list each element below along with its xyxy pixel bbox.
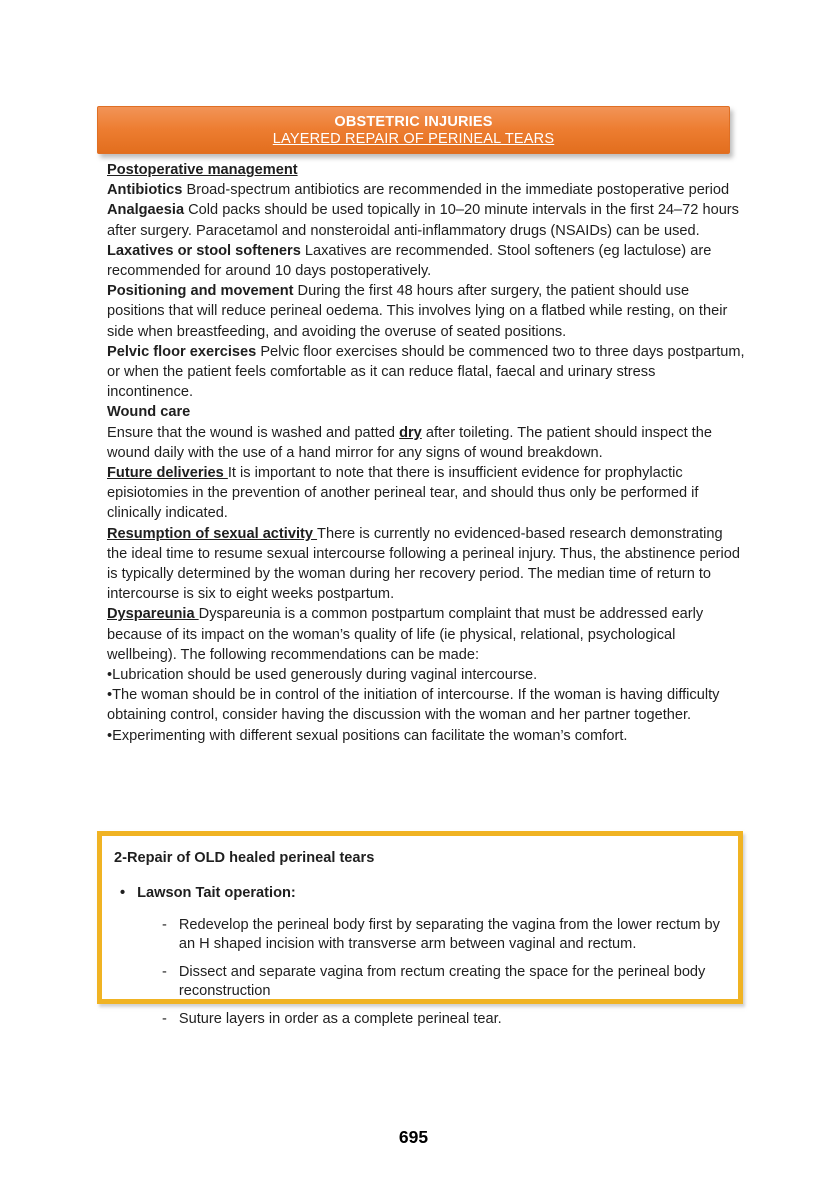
bullet-experimenting-positions: •Experimenting with different sexual positions can facilitate the woman’s comfort. — [107, 727, 628, 744]
header-banner — [97, 106, 730, 154]
paragraph-dyspareunia: Dyspareunia Dyspareunia is a common postpartum complaint that must be addressed early because of its impact on the woman’s quality of life (ie physical, relational, psychological wellbeing). The following recommendations can be made: — [107, 606, 704, 663]
banner-title: OBSTETRIC INJURIES — [334, 113, 493, 130]
dash-icon: - — [162, 964, 167, 980]
box-title: 2-Repair of OLD healed perineal tears — [114, 850, 375, 866]
box-step-2 — [162, 963, 726, 1001]
paragraph-pelvic-floor: Pelvic floor exercises Pelvic floor exercises should be commenced two to three days postpartum, or when the patient feels comfortable as it can reduce flatal, faecal and urinary stress incontinence. — [107, 343, 745, 401]
step-text: Suture layers in order as a complete perineal tear. — [178, 1011, 502, 1027]
section-heading-postoperative-management: Postoperative management — [107, 162, 298, 178]
dash-icon: - — [162, 1011, 167, 1027]
paragraph-positioning: Positioning and movement During the first 48 hours after surgery, the patient should use positions that will reduce perineal oedema. This involves lying on a flatbed while resting, on their side when breastfeeding, and avoiding the overuse of seated positions. — [107, 283, 728, 340]
body-text — [107, 160, 745, 746]
paragraph-future-deliveries: Future deliveries It is important to note that there is insufficient evidence for prophylactic episiotomies in the prevention of another perineal tear, and should thus only be performed if clinically indicated. — [107, 465, 699, 522]
bullet-control-of-initiation: •The woman should be in control of the initiation of intercourse. If the woman is having difficulty obtaining control, consider having the discussion with the woman and her partner together. — [107, 687, 720, 724]
repair-old-tears-box — [97, 831, 743, 1027]
step-text: Redevelop the perineal body first by separating the vagina from the lower rectum by an H shaped incision with transverse arm between vaginal and rectum. — [178, 917, 720, 952]
box-bullet-lawson-tait — [120, 884, 726, 903]
box-step-3 — [162, 1010, 726, 1029]
banner-subtitle: LAYERED REPAIR OF PERINEAL TEARS — [272, 130, 555, 147]
operation-label: Lawson Tait operation: — [137, 885, 296, 901]
paragraph-analgaesia: Analgaesia Cold packs should be used topically in 10–20 minute intervals in the first 24–72 hours after surgery. Paracetamol and nonsteroidal anti-inflammatory drugs (NSAIDs) can be used. — [107, 202, 739, 239]
bullet-lubrication: •Lubrication should be used generously during vaginal intercourse. — [107, 667, 538, 684]
step-text: Dissect and separate vagina from rectum creating the space for the perineal body reconstruction — [178, 964, 706, 999]
box-step-1 — [162, 916, 726, 954]
bullet-icon: • — [120, 885, 126, 901]
paragraph-laxatives: Laxatives or stool softeners Laxatives are recommended. Stool softeners (eg lactulose) are recommended for around 10 days postoperatively. — [107, 242, 712, 280]
paragraph-resumption-sexual-activity: Resumption of sexual activity There is currently no evidenced-based research demonstrating the ideal time to resume sexual intercourse following a perineal injury. Thus, the abstinence period is typically determined by the woman during her recovery period. The median time of return to intercourse is six to eight weeks postpartum. — [107, 525, 741, 603]
dash-icon: - — [162, 917, 167, 933]
page-number: 695 — [398, 1127, 429, 1147]
paragraph-antibiotics: Antibiotics Broad-spectrum antibiotics are recommended in the immediate postoperative period — [107, 182, 730, 199]
paragraph-wound-care: Ensure that the wound is washed and patted dry after toileting. The patient should inspect the wound daily with the use of a hand mirror for any signs of wound breakdown. — [107, 424, 712, 461]
section-heading-wound-care: Wound care — [107, 404, 191, 421]
emphasis-dry: dry — [399, 424, 422, 441]
